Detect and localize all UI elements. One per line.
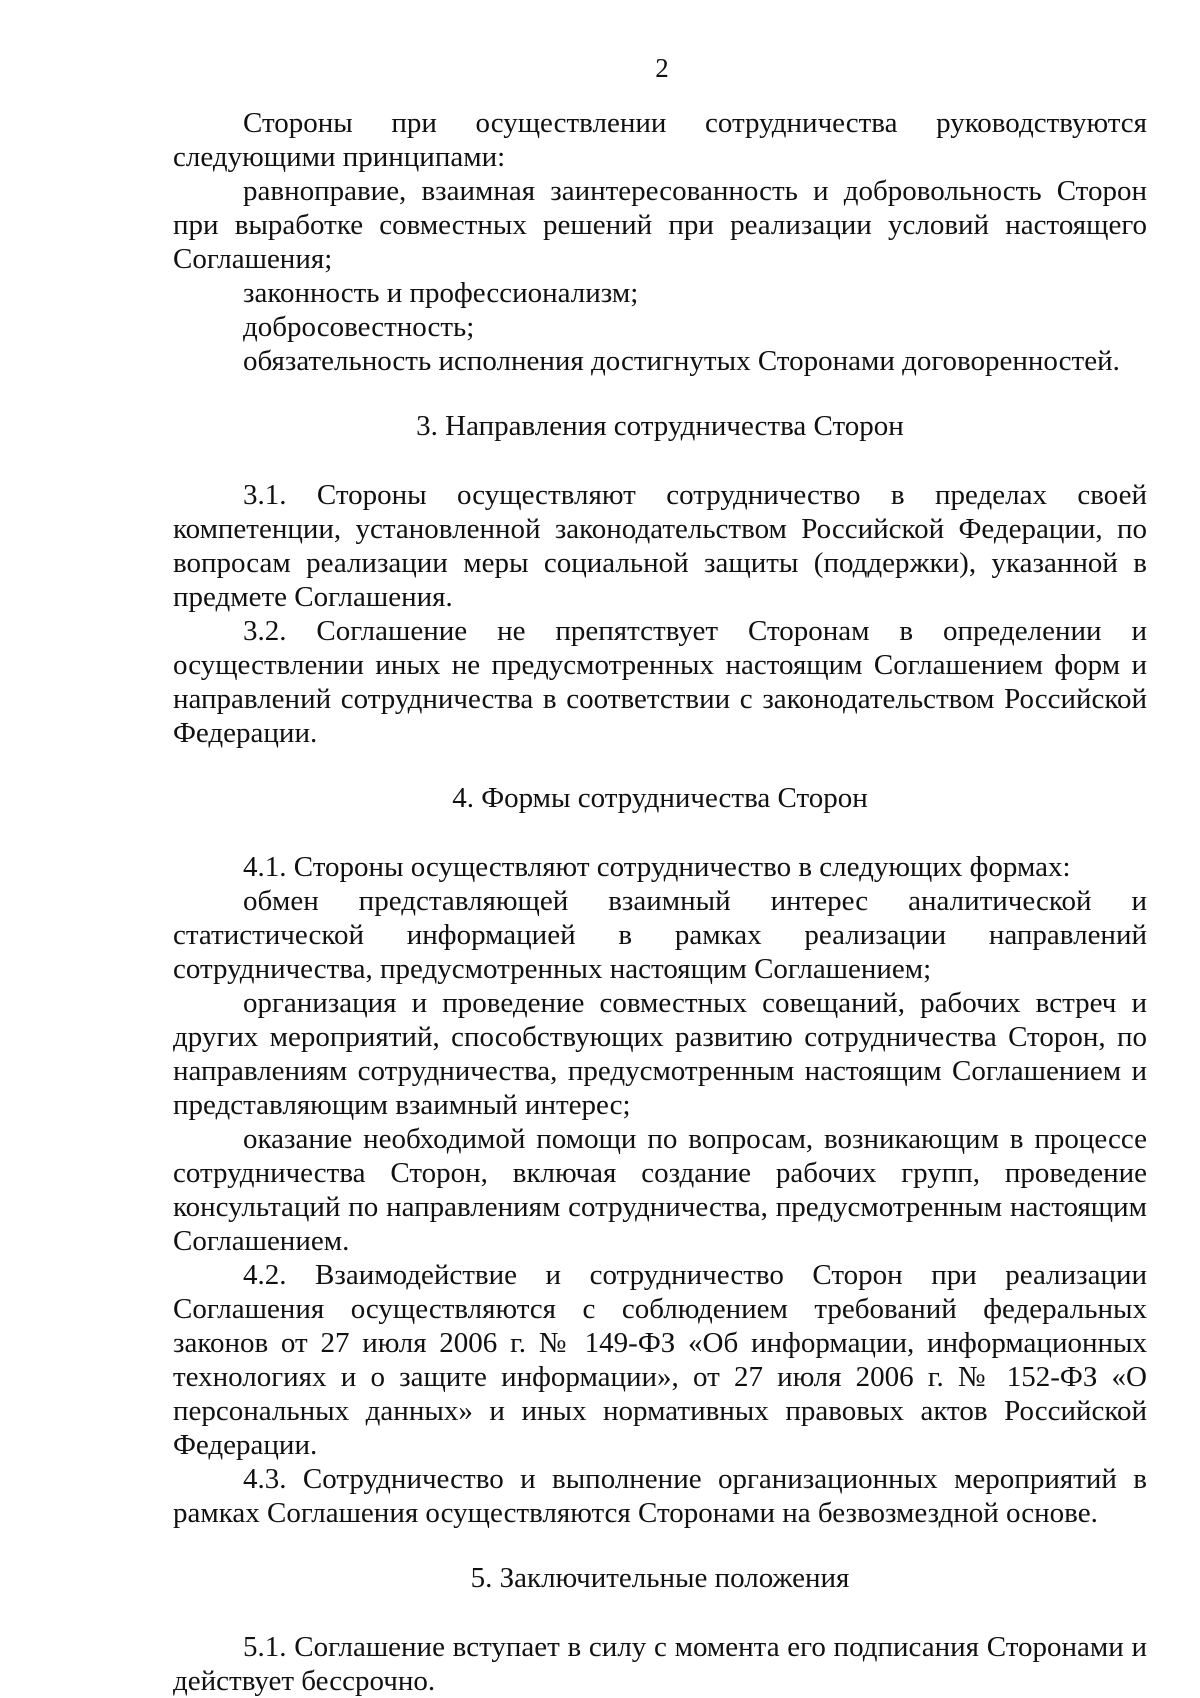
principles-intro: Стороны при осуществлении сотрудничества руководствуются следующими принципами: — [173, 107, 1147, 173]
form-item: оказание необходимой помощи по вопросам, возникающим в процессе сотрудничества Сторон, включая создание рабочих групп, проведение консультаций по направлениям сотрудничества, предусмотренным настоящим Соглашением. — [173, 1123, 1147, 1257]
principle-item: обязательность исполнения достигнутых Сторонами договоренностей. — [243, 345, 1120, 377]
section-3-heading: 3. Направления сотрудничества Сторон — [416, 410, 904, 442]
clause-3-1: 3.1. Стороны осуществляют сотрудничество в пределах своей компетенции, установленной законодательством Российской Федерации, по вопросам реализации меры социальной защиты (поддержки), указанной в предмете Соглашения. — [173, 479, 1147, 613]
form-item: обмен представляющей взаимный интерес аналитической и статистической информацией в рамках реализации направлений сотрудничества, предусмотренных настоящим Соглашением; — [173, 885, 1147, 985]
section-4-heading: 4. Формы сотрудничества Сторон — [452, 782, 868, 814]
clause-4-3: 4.3. Сотрудничество и выполнение организационных мероприятий в рамках Соглашения осуществляются Сторонами на безвозмездной основе. — [173, 1463, 1147, 1529]
form-item: организация и проведение совместных совещаний, рабочих встреч и других мероприятий, способствующих развитию сотрудничества Сторон, по направлениям сотрудничества, предусмотренным настоящим Соглашением и представляющим взаимный интерес; — [173, 987, 1147, 1121]
document-body — [173, 106, 1147, 1698]
clause-3-2: 3.2. Соглашение не препятствует Сторонам в определении и осуществлении иных не предусмотренных настоящим Соглашением форм и направлений сотрудничества в соответствии с законодательством Российской Федерации. — [173, 615, 1147, 749]
clause-4-1: 4.1. Стороны осуществляют сотрудничество в следующих формах: — [243, 851, 1071, 883]
principle-item: равноправие, взаимная заинтересованность и добровольность Сторон при выработке совместных решений при реализации условий настоящего Соглашения; — [173, 175, 1147, 275]
page-number: 2 — [655, 53, 669, 83]
section-5-heading: 5. Заключительные положения — [470, 1562, 850, 1594]
clause-4-2: 4.2. Взаимодействие и сотрудничество Сторон при реализации Соглашения осуществляются с соблюдением требований федеральных законов от 27 июля 2006 г. № 149-ФЗ «Об информации, информационных технологиях и о защите информации», от 27 июля 2006 г. № 152-ФЗ «О персональных данных» и иных нормативных правовых актов Российской Федерации. — [173, 1259, 1147, 1461]
principle-item: законность и профессионализм; — [243, 277, 639, 309]
clause-5-1: 5.1. Соглашение вступает в силу с момента его подписания Сторонами и действует бессрочно. — [173, 1631, 1147, 1697]
principle-item: добросовестность; — [243, 311, 475, 343]
